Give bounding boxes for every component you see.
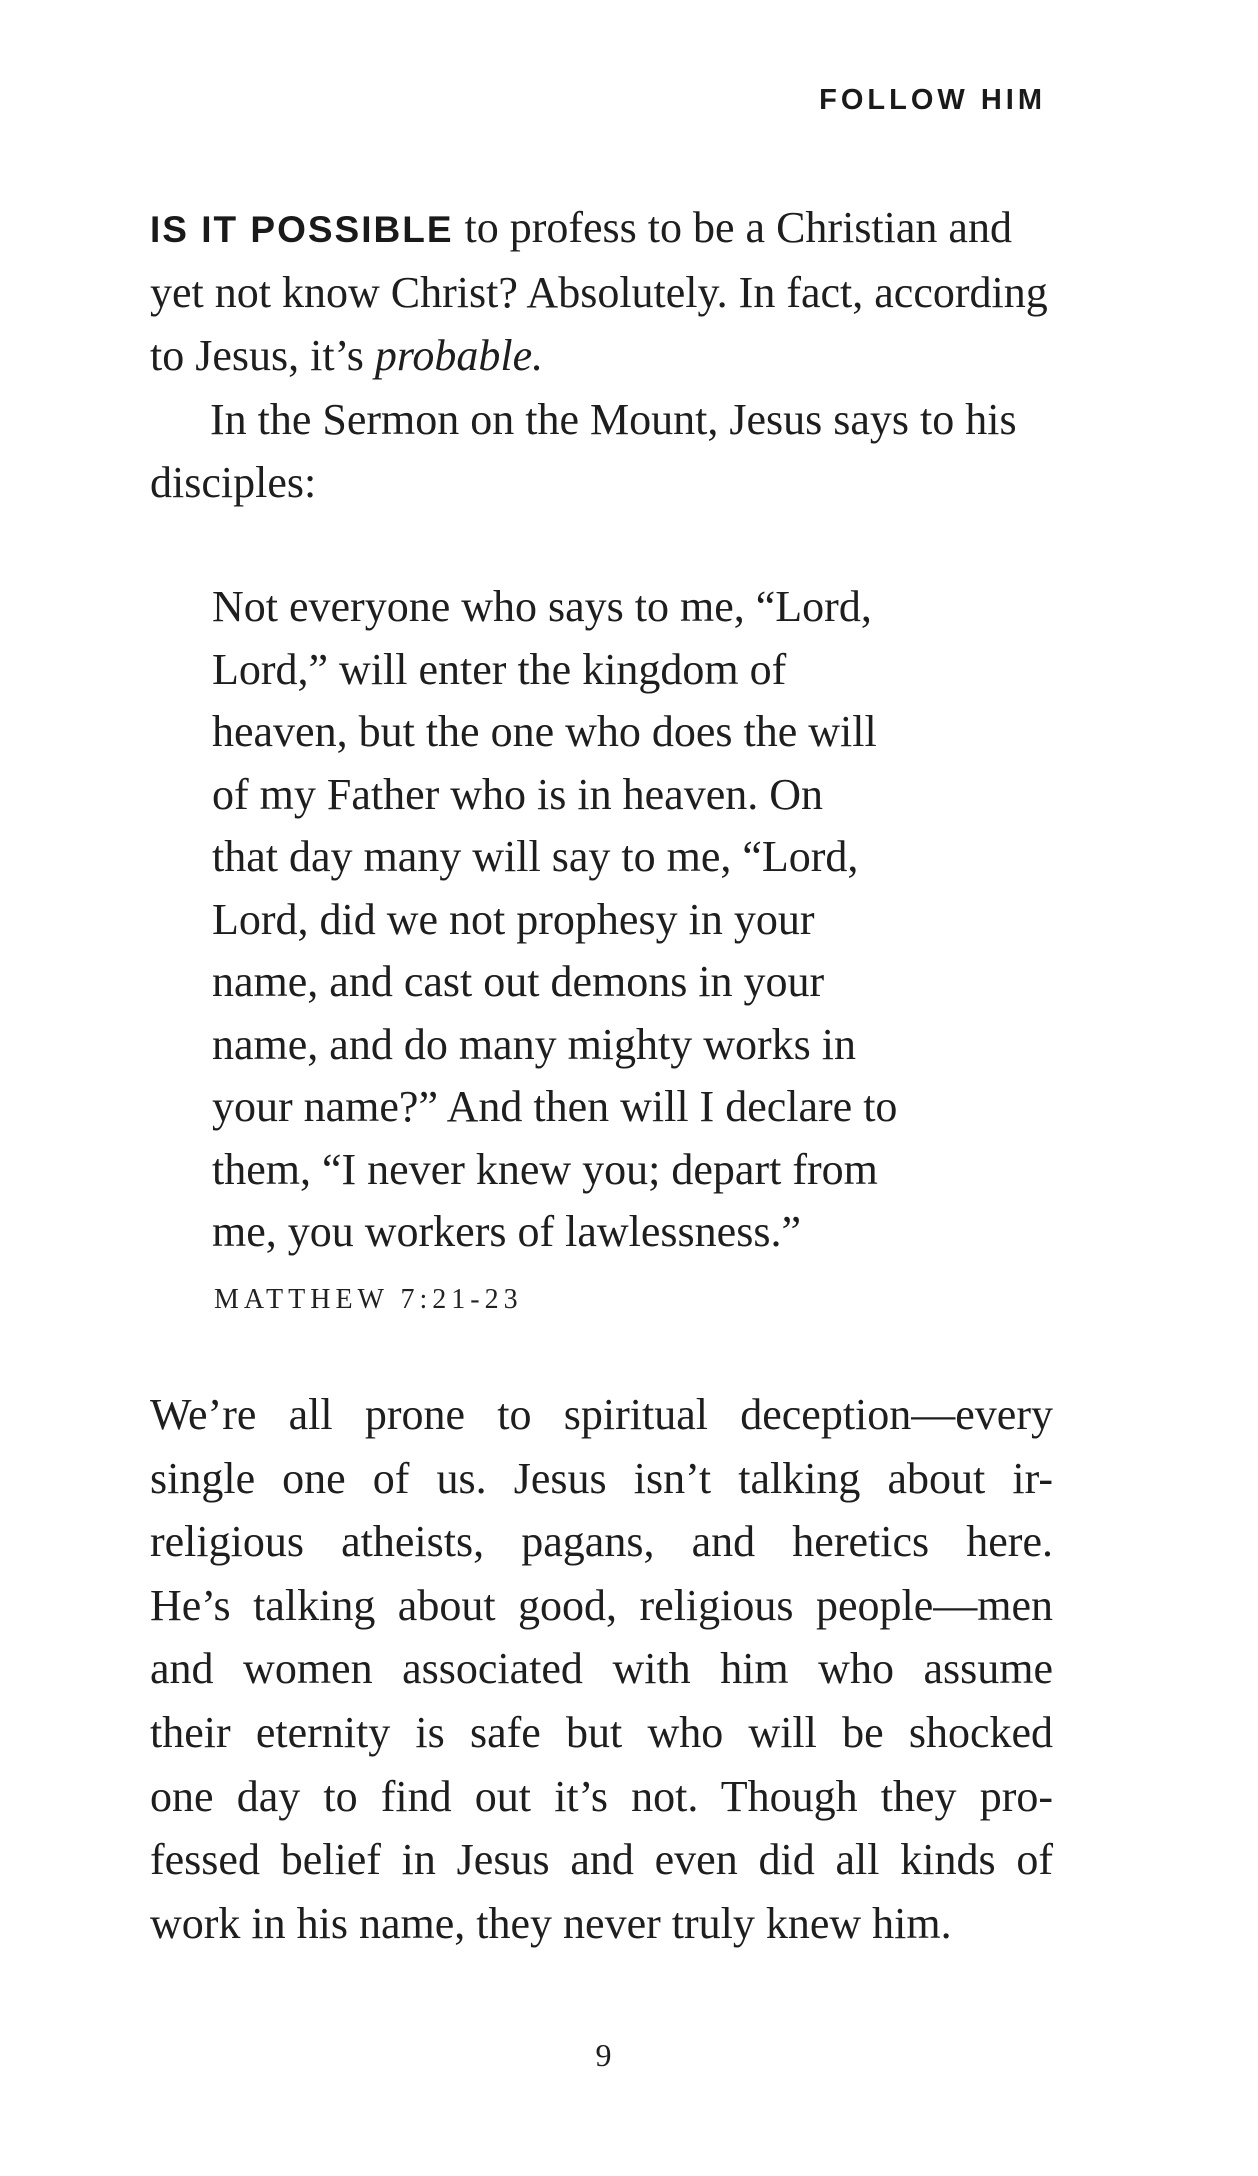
italic-emphasis: probable. [374,331,544,380]
lead-in: IS IT POSSIBLE [150,209,454,250]
paragraph-line: fessed belief in Jesus and even did all kinds of [150,1835,1053,1885]
quote-line: me, you workers of lawlessness.” [212,1207,801,1256]
paragraph-line: religious atheists, pagans, and heretics here. [150,1517,1053,1567]
quote-line: of my Father who is in heaven. On [212,769,823,819]
scripture-citation: MATTHEW 7:21-23 [214,1284,523,1315]
sermon-intro-paragraph: In the Sermon on the Mount, Jesus says to his disciples: [150,395,1017,507]
scripture-quote [212,576,1032,1264]
paragraph-line: He’s talking about good, religious people—men [150,1580,1053,1630]
paragraph-line: and women associated with him who assume [150,1644,1053,1694]
quote-line: name, and cast out demons in your [212,957,825,1006]
opening-text: to profess to be a Christian and yet not know Christ? Absolutely. In fact, according to Jesus, it’s [150,203,1048,380]
paragraph-line: their eternity is safe but who will be shocked [150,1707,1053,1757]
quote-line: heaven, but the one who does the will [212,707,877,756]
paragraph-line: one day to find out it’s not. Though they pro- [150,1771,1053,1821]
quote-line: Lord,” will enter the kingdom of [212,644,787,694]
paragraph-line: work in his name, they never truly knew him. [150,1898,952,1948]
quote-line: name, and do many mighty works in [212,1019,857,1069]
running-head: FOLLOW HIM [819,84,1046,116]
paragraph-line: We’re all prone to spiritual deception—every [150,1390,1053,1439]
deception-paragraph [150,1383,1053,1955]
paragraph-line: single one of us. Jesus isn’t talking about ir- [150,1453,1053,1503]
quote-line: your name?” And then will I declare to [212,1082,898,1131]
page-number: 9 [595,2037,612,2073]
quote-line: that day many will say to me, “Lord, [212,832,859,881]
quote-line: Not everyone who says to me, “Lord, [212,582,872,631]
quote-line: Lord, did we not prophesy in your [212,894,815,944]
opening-paragraph [150,196,1053,387]
quote-line: them, “I never knew you; depart from [212,1144,878,1194]
